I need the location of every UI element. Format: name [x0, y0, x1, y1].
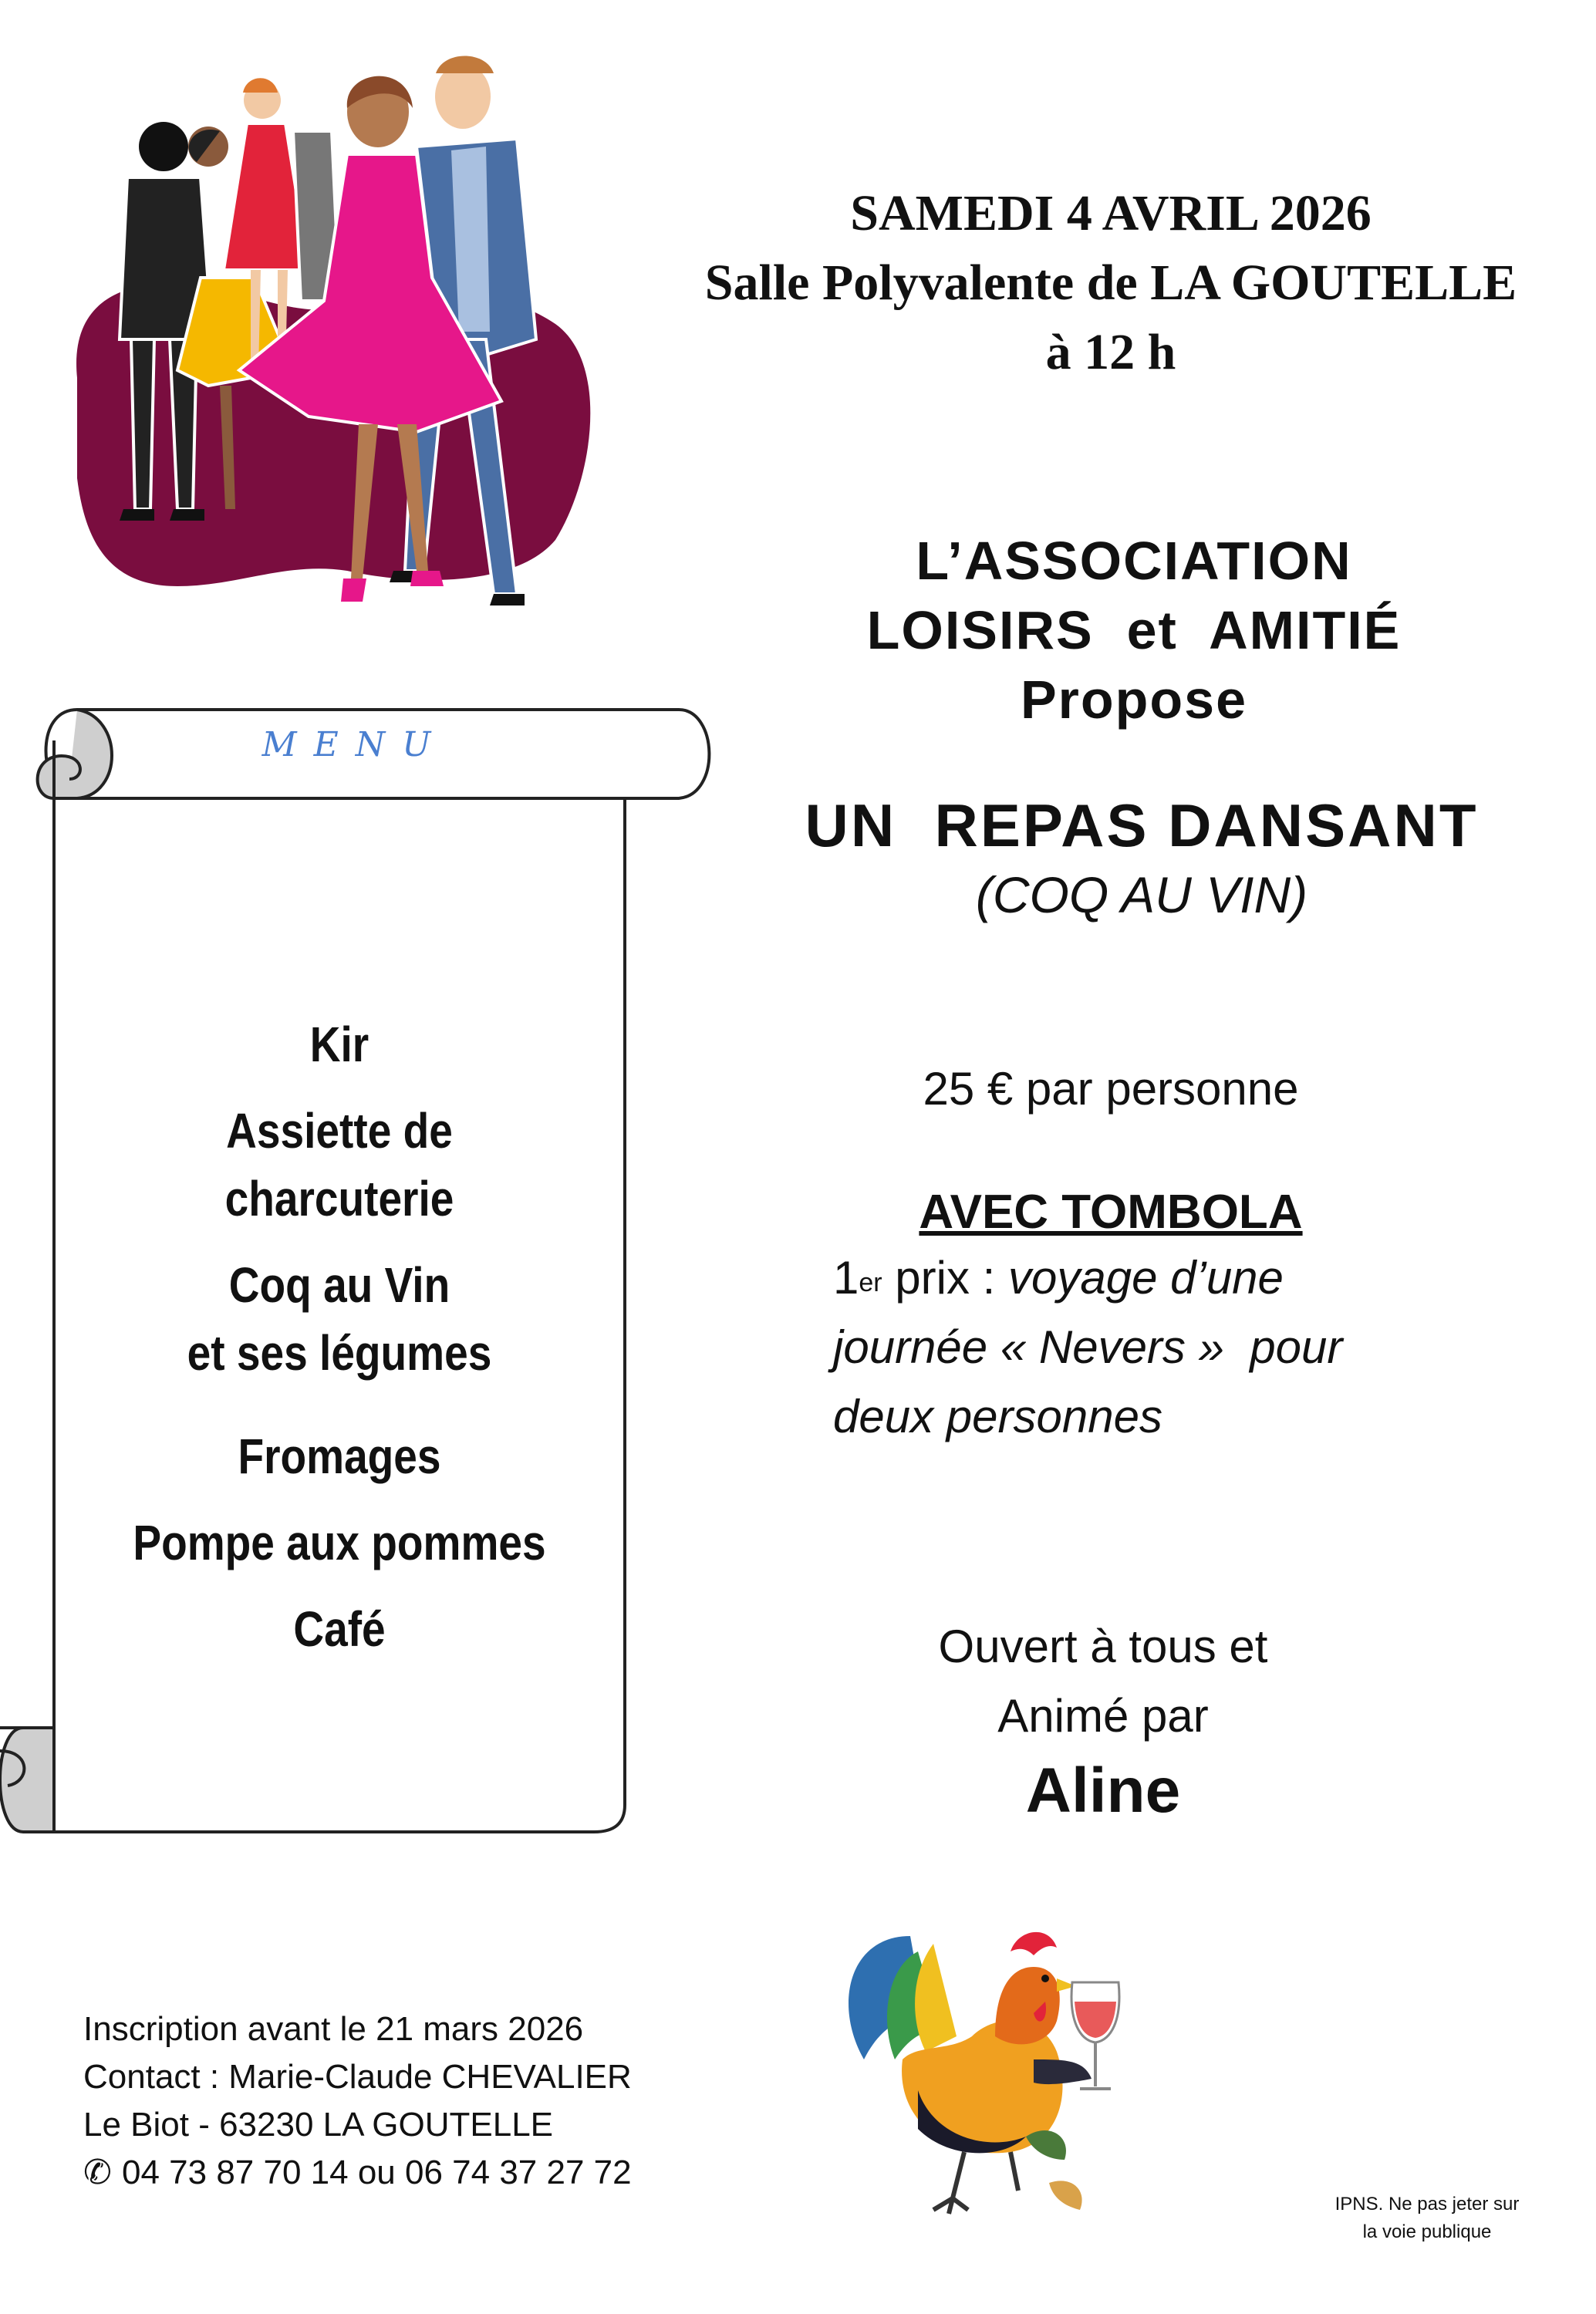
menu-item-pompe	[114, 1509, 565, 1577]
repas-title: UN REPAS DANSANT	[805, 791, 1479, 859]
association-line3: Propose	[1020, 670, 1248, 730]
dancers-illustration	[54, 46, 609, 648]
menu-item-fromages	[114, 1422, 565, 1490]
association-block	[771, 526, 1496, 734]
event-venue: Salle Polyvalente de LA GOUTELLE	[704, 255, 1517, 311]
event-date: SAMEDI 4 AVRIL 2026	[850, 185, 1372, 241]
menu-item-coq-au-vin	[114, 1251, 565, 1387]
repas-subtitle: (COQ AU VIN)	[975, 866, 1308, 923]
prize-line2: journée « Nevers » pour	[833, 1321, 1343, 1373]
price-text: 25 € par personne	[923, 1063, 1299, 1115]
prize-line3: deux personnes	[833, 1391, 1162, 1442]
association-line2: LOISIRS et AMITIÉ	[866, 600, 1402, 660]
tombola-heading: AVEC TOMBOLA	[919, 1186, 1303, 1239]
open-line1: Ouvert à tous et	[938, 1621, 1268, 1672]
menu-item-line: Coq au Vin	[228, 1257, 450, 1313]
menu-title: MENU	[262, 725, 448, 764]
menu-items-list	[114, 1010, 565, 1682]
menu-item-line: Assiette de	[226, 1103, 453, 1159]
menu-item-line: Pompe aux pommes	[133, 1515, 546, 1570]
ipns-line1: IPNS. Ne pas jeter sur	[1334, 2194, 1520, 2214]
host-name: Aline	[1025, 1756, 1181, 1826]
menu-item-line: et ses légumes	[187, 1325, 492, 1381]
contact-phone-row	[83, 2149, 778, 2197]
open-block	[833, 1612, 1373, 1751]
open-line2: Animé par	[997, 1690, 1209, 1742]
menu-item-line: charcuterie	[224, 1171, 454, 1226]
contact-phones: 04 73 87 70 14 ou 06 74 37 27 72	[122, 2154, 632, 2191]
ipns-notice	[1296, 2191, 1558, 2246]
prize-label: prix :	[882, 1252, 1008, 1304]
phone-icon: ✆	[83, 2154, 112, 2191]
ipns-line2: la voie publique	[1362, 2221, 1492, 2242]
prize-rank: 1	[833, 1252, 859, 1304]
menu-item-kir	[114, 1010, 565, 1078]
contact-person: Contact : Marie-Claude CHEVALIER	[83, 2058, 632, 2096]
event-time: à 12 h	[1045, 324, 1176, 380]
event-header	[648, 179, 1574, 387]
menu-item-charcuterie	[114, 1097, 565, 1233]
inscription-deadline: Inscription avant le 21 mars 2026	[83, 2010, 584, 2048]
menu-item-line: Kir	[309, 1017, 369, 1072]
menu-item-line: Fromages	[238, 1429, 441, 1484]
menu-item-line: Café	[293, 1601, 386, 1657]
menu-item-cafe	[114, 1595, 565, 1663]
rooster-illustration	[818, 1905, 1142, 2229]
association-line1: L’ASSOCIATION	[916, 531, 1352, 591]
prize-line1: voyage d’une	[1007, 1252, 1284, 1304]
prize-rank-sup: er	[859, 1268, 882, 1297]
tombola-prize	[833, 1243, 1496, 1452]
contact-block	[83, 2005, 778, 2197]
contact-address: Le Biot - 63230 LA GOUTELLE	[83, 2106, 554, 2144]
